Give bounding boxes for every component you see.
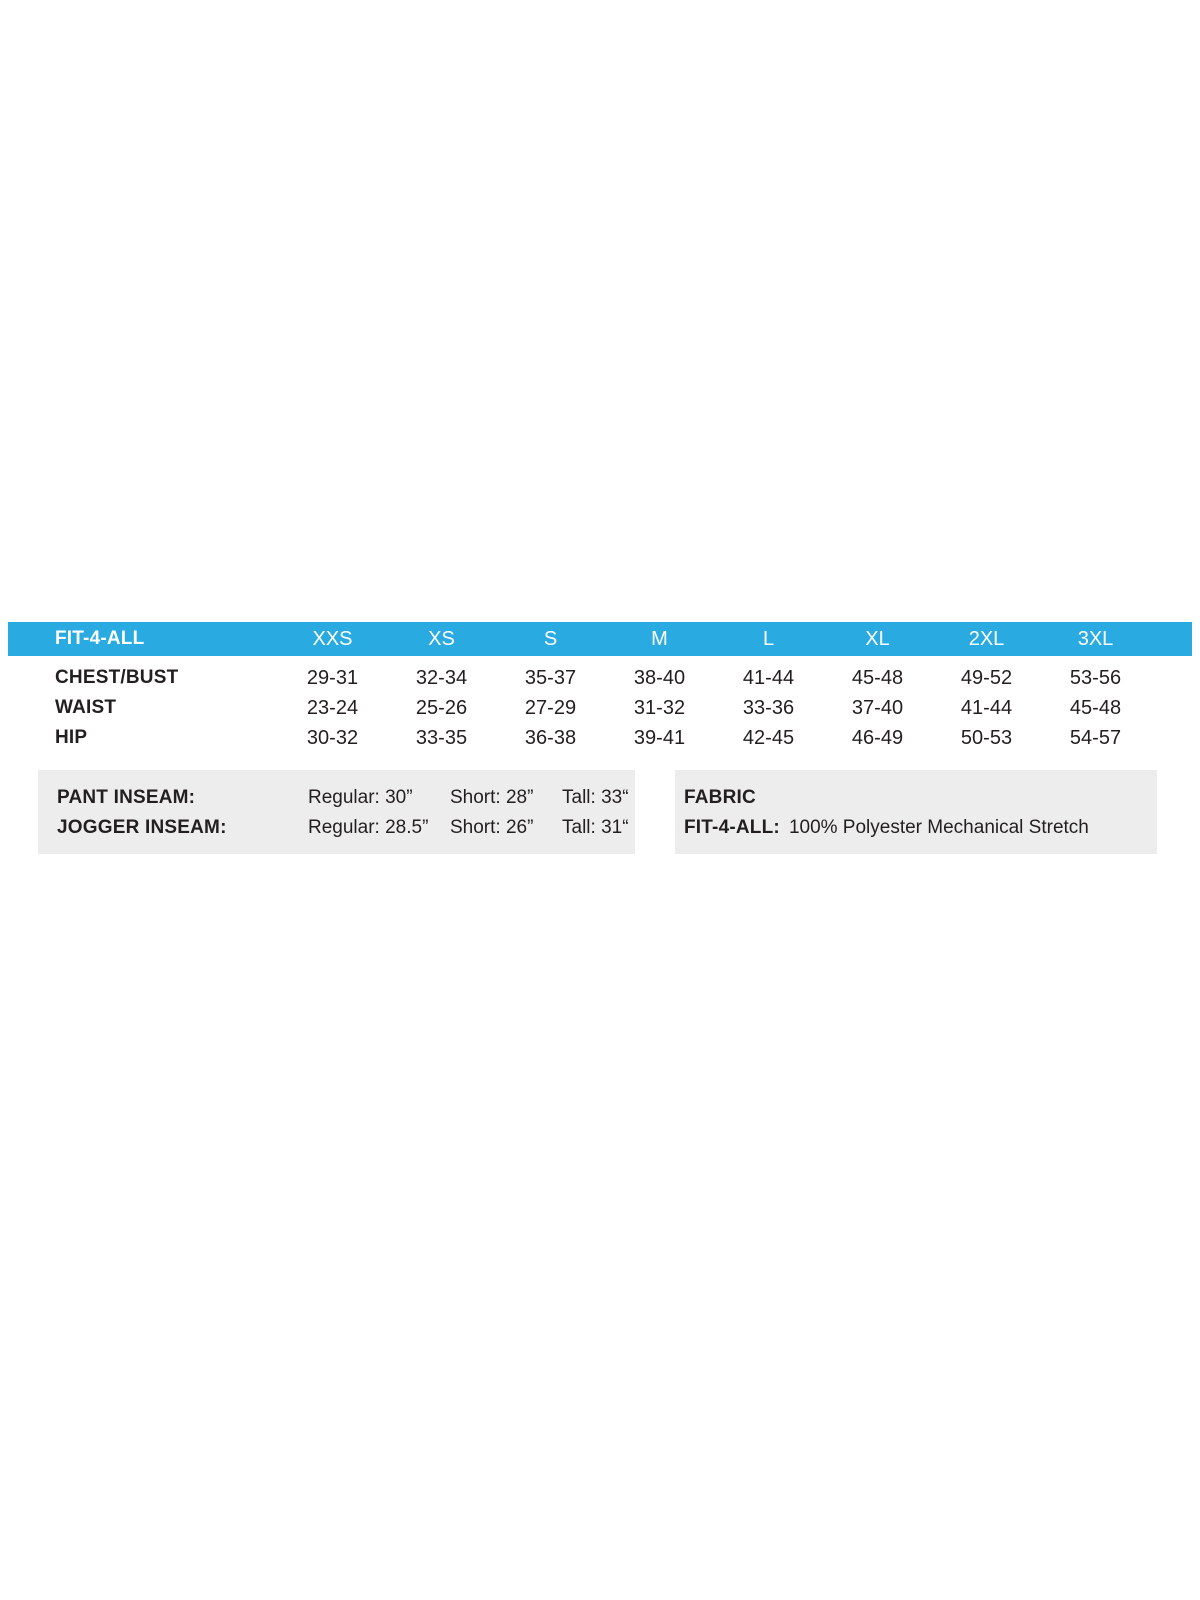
jogger-inseam-short: Short: 26” [450, 817, 534, 838]
fabric-title: FABRIC [684, 787, 756, 808]
row-label-waist: WAIST [55, 697, 117, 718]
waist-value-xs: 25-26 [415, 696, 468, 719]
size-chart-title: FIT-4-ALL [55, 628, 145, 649]
waist-value-2xl: 41-44 [960, 696, 1013, 719]
chest-value-l: 41-44 [742, 666, 795, 689]
size-chart-header-row [8, 622, 1192, 656]
hip-value-m: 39-41 [633, 726, 686, 749]
waist-value-xl: 37-40 [851, 696, 904, 719]
measurement-row-chest [8, 663, 1192, 693]
hip-value-3xl: 54-57 [1069, 726, 1122, 749]
waist-value-l: 33-36 [742, 696, 795, 719]
jogger-inseam-row [57, 813, 635, 843]
pant-inseam-row [57, 783, 635, 813]
size-chart-body [8, 663, 1192, 753]
chest-value-xs: 32-34 [415, 666, 468, 689]
size-col-header-2xl: 2XL [968, 627, 1005, 650]
chest-value-xl: 45-48 [851, 666, 904, 689]
row-label-chest: CHEST/BUST [55, 667, 179, 688]
waist-value-3xl: 45-48 [1069, 696, 1122, 719]
size-col-header-m: M [651, 627, 668, 650]
jogger-inseam-label: JOGGER INSEAM: [57, 817, 227, 838]
fabric-detail-value: 100% Polyester Mechanical Stretch [788, 817, 1089, 838]
size-col-header-xxs: XXS [312, 627, 353, 650]
inseam-panel [38, 770, 635, 854]
pant-inseam-label: PANT INSEAM: [57, 787, 196, 808]
waist-value-m: 31-32 [633, 696, 686, 719]
pant-inseam-regular: Regular: 30” [308, 787, 413, 808]
measurement-row-waist [8, 693, 1192, 723]
size-col-header-xs: XS [428, 627, 455, 650]
hip-value-l: 42-45 [742, 726, 795, 749]
pant-inseam-tall: Tall: 33“ [562, 787, 629, 808]
chest-value-m: 38-40 [633, 666, 686, 689]
row-label-hip: HIP [55, 727, 88, 748]
chest-value-xxs: 29-31 [306, 666, 359, 689]
fabric-detail-label: FIT-4-ALL: [684, 817, 780, 838]
fabric-title-row [684, 783, 1157, 813]
chest-value-s: 35-37 [524, 666, 577, 689]
pant-inseam-short: Short: 28” [450, 787, 534, 808]
hip-value-xl: 46-49 [851, 726, 904, 749]
jogger-inseam-regular: Regular: 28.5” [308, 817, 429, 838]
waist-value-xxs: 23-24 [306, 696, 359, 719]
size-col-header-xl: XL [865, 627, 890, 650]
size-chart-table [8, 622, 1192, 753]
measurement-row-hip [8, 723, 1192, 753]
jogger-inseam-tall: Tall: 31“ [562, 817, 629, 838]
size-col-header-3xl: 3XL [1077, 627, 1114, 650]
chest-value-2xl: 49-52 [960, 666, 1013, 689]
waist-value-s: 27-29 [524, 696, 577, 719]
hip-value-xxs: 30-32 [306, 726, 359, 749]
fabric-detail-row [684, 813, 1157, 843]
size-col-header-l: L [762, 627, 775, 650]
chest-value-3xl: 53-56 [1069, 666, 1122, 689]
hip-value-xs: 33-35 [415, 726, 468, 749]
hip-value-s: 36-38 [524, 726, 577, 749]
hip-value-2xl: 50-53 [960, 726, 1013, 749]
size-col-header-s: S [543, 627, 558, 650]
fabric-panel [675, 770, 1157, 854]
